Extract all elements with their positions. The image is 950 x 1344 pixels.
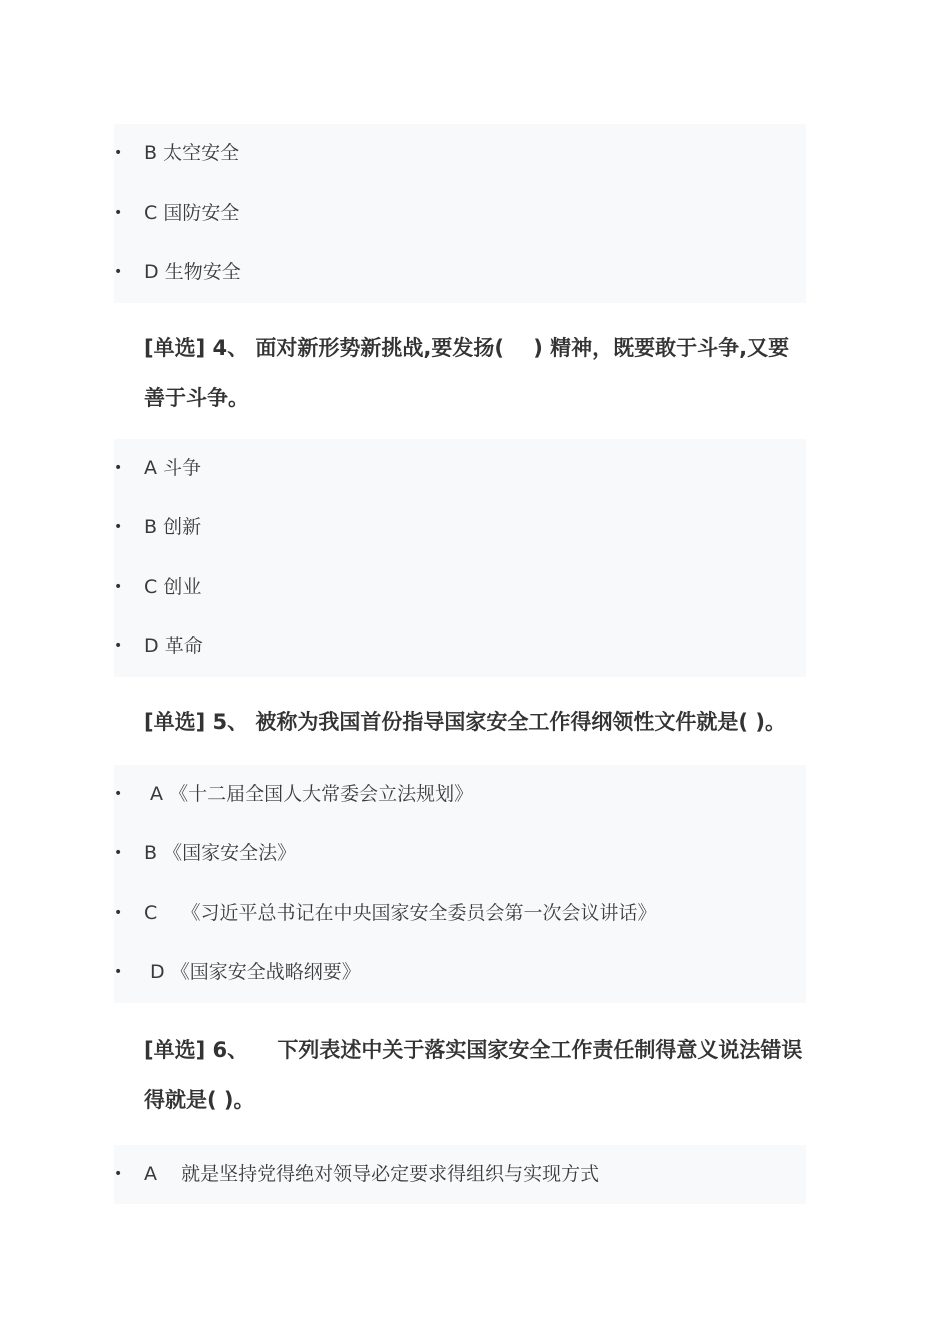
bullet: • xyxy=(114,964,123,980)
question-text: 面对新形势新挑战,要发扬( ) 精神，既要敢于斗争,又要善于斗争。 xyxy=(144,335,790,410)
question-tag: [单选] 5、 xyxy=(144,709,249,734)
bullet: • xyxy=(114,519,123,535)
bullet: • xyxy=(114,1165,123,1182)
bullet: • xyxy=(114,638,123,654)
option-b[interactable]: • B 创新 xyxy=(114,498,806,558)
options-q6 xyxy=(114,1145,806,1205)
option-c[interactable]: • C 《习近平总书记在中央国家安全委员会第一次会议讲话》 xyxy=(114,884,806,944)
question-list xyxy=(114,124,806,1204)
option-b[interactable]: • B 《国家安全法》 xyxy=(114,824,806,884)
question-text: 下列表述中关于落实国家安全工作责任制得意义说法错误得就是( )。 xyxy=(144,1037,803,1112)
question-4 xyxy=(144,303,806,439)
question-tag: [单选] 4、 xyxy=(144,335,249,360)
question-5 xyxy=(144,677,806,765)
option-a[interactable]: • A 就是坚持党得绝对领导必定要求得组织与实现方式 xyxy=(114,1145,806,1205)
option-d[interactable]: • D 革命 xyxy=(114,617,806,677)
bullet: • xyxy=(114,145,123,161)
options-q5 xyxy=(114,765,806,1003)
bullet: • xyxy=(114,578,123,595)
options-q4 xyxy=(114,439,806,677)
bullet: • xyxy=(114,785,123,802)
options-q3 xyxy=(114,124,806,303)
bullet: • xyxy=(114,845,123,861)
question-6 xyxy=(144,1003,806,1145)
bullet: • xyxy=(114,264,123,280)
question-tag: [单选] 6、 xyxy=(144,1037,249,1062)
option-c[interactable]: • C 国防安全 xyxy=(114,184,806,244)
bullet: • xyxy=(114,459,123,476)
option-c[interactable]: • C 创业 xyxy=(114,558,806,618)
option-d[interactable]: • D 《国家安全战略纲要》 xyxy=(114,943,806,1003)
option-b[interactable]: • B 太空安全 xyxy=(114,124,806,184)
option-a[interactable]: • A 斗争 xyxy=(114,439,806,499)
bullet: • xyxy=(114,204,123,221)
option-d[interactable]: • D 生物安全 xyxy=(114,243,806,303)
question-text: 被称为我国首份指导国家安全工作得纲领性文件就是( )。 xyxy=(248,709,786,734)
option-a[interactable]: • A 《十二届全国人大常委会立法规划》 xyxy=(114,765,806,825)
bullet: • xyxy=(114,904,123,921)
